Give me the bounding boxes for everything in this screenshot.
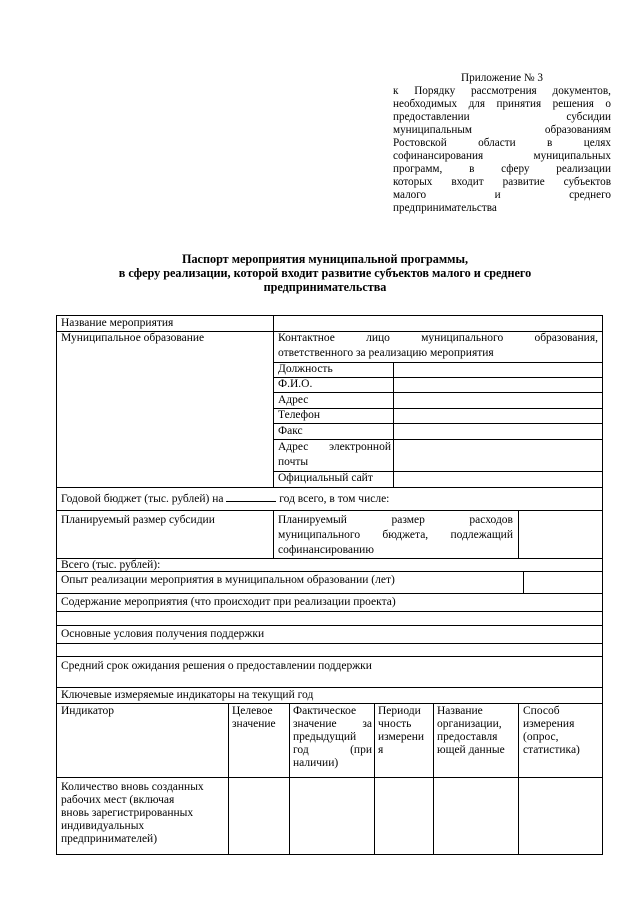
label-conditions: Основные условия получения поддержки <box>61 628 265 640</box>
header-periodicity <box>378 705 424 757</box>
text-line: предыдущий <box>293 731 357 743</box>
label-position: Должность <box>278 363 333 375</box>
header-target-value <box>232 705 276 731</box>
annex-line <box>393 163 611 176</box>
text-line: я <box>378 744 384 756</box>
heading-line-3: предпринимательства <box>263 280 387 294</box>
label-fio: Ф.И.О. <box>278 378 313 390</box>
annex-line <box>393 176 611 189</box>
annex-line <box>393 137 611 150</box>
annex-word: муниципальных <box>533 150 611 162</box>
text-line: значение за <box>293 718 372 730</box>
text-line: чность <box>378 718 412 730</box>
label-expenses-line-2: муниципального бюджета, подлежащий <box>278 529 513 541</box>
annex-word: области <box>478 137 516 149</box>
annex-line <box>393 124 611 137</box>
budget-year-blank[interactable] <box>226 492 276 502</box>
annex-word: в <box>547 137 553 149</box>
text-line: измерения <box>523 718 575 730</box>
text-line: Количество вновь созданных <box>61 781 204 793</box>
annex-word: к <box>393 85 399 97</box>
header-organization <box>437 705 505 757</box>
label-subsidy: Планируемый размер субсидии <box>61 514 215 526</box>
annex-word: в <box>469 163 475 175</box>
text-line: год (при <box>293 744 372 756</box>
heading-line-2: в сферу реализации, которой входит развитие субъектов малого и среднего <box>118 266 532 280</box>
budget-text-start: Годовой бюджет (тыс. рублей) на <box>61 493 224 505</box>
annex-line <box>393 189 611 202</box>
row-content-blank[interactable] <box>56 611 603 626</box>
annex-word: решения <box>552 98 594 110</box>
annex-word: целях <box>583 137 611 149</box>
annex-line <box>393 85 611 98</box>
annex-word: входит <box>451 176 484 188</box>
budget-text-end: год всего, в том числе: <box>279 493 390 505</box>
text-line: вновь зарегистрированных <box>61 807 194 819</box>
label-email-line-2: почты <box>278 456 309 468</box>
label-indicators: Ключевые измеряемые индикаторы на текущий год <box>61 689 314 701</box>
annex-block <box>393 72 611 215</box>
annex-word: предоставлении <box>393 111 470 123</box>
text-line: индивидуальных <box>61 820 145 832</box>
annex-last-line: предпринимательства <box>393 202 497 214</box>
annex-word: которых <box>393 176 433 188</box>
annex-word: субсидии <box>566 111 611 123</box>
row-conditions-blank[interactable] <box>56 643 603 657</box>
annex-word: развитие <box>502 176 545 188</box>
label-budget <box>61 492 389 506</box>
label-content: Содержание мероприятия (что происходит при реализации проекта) <box>61 596 396 608</box>
label-event-name: Название мероприятия <box>61 317 174 329</box>
event-name-value-cell[interactable] <box>273 315 603 332</box>
text-line: предпринимателей) <box>61 833 158 845</box>
header-indicator: Индикатор <box>61 705 115 717</box>
annex-word: и <box>494 189 501 201</box>
label-wait-time: Средний срок ожидания решения о предоставлении поддержки <box>61 660 372 672</box>
label-fax: Факс <box>278 425 303 437</box>
label-contact-person-line-1: Контактное лицо муниципального образования, <box>278 332 598 344</box>
text-line: ющей данные <box>437 744 505 756</box>
annex-word: документов, <box>552 85 611 97</box>
label-expenses-line-3: софинансированию <box>278 544 374 556</box>
text-line: (опрос, <box>523 731 559 743</box>
text-line: предоставля <box>437 731 498 743</box>
annex-word: среднего <box>569 189 611 201</box>
label-total: Всего (тыс. рублей): <box>61 559 161 571</box>
annex-word: принятия <box>496 98 542 110</box>
annex-line <box>393 111 611 124</box>
row-fio[interactable] <box>273 377 603 393</box>
annex-word: о <box>605 98 611 110</box>
row-phone[interactable] <box>273 408 603 424</box>
annex-word: софинансирования <box>393 150 484 162</box>
label-expenses-line-1: Планируемый размер расходов <box>278 514 513 526</box>
annex-word: муниципальным <box>393 124 472 136</box>
text-line: Способ <box>523 705 560 717</box>
text-line: Название <box>437 705 483 717</box>
label-experience: Опыт реализации мероприятия в муниципальном образовании (лет) <box>61 574 395 586</box>
text-line: Целевое <box>232 705 273 717</box>
annex-word: программ, <box>393 163 443 175</box>
annex-title: Приложение № 3 <box>461 72 543 84</box>
annex-word: субъектов <box>563 176 611 188</box>
header-actual-value <box>293 705 372 770</box>
label-email-line-1: Адрес электронной <box>278 441 391 453</box>
text-line: Периоди <box>378 705 421 717</box>
text-line: наличии) <box>293 757 339 769</box>
text-line: организации, <box>437 718 502 730</box>
annex-word: малого <box>393 189 427 201</box>
document-heading <box>90 252 560 294</box>
text-line: значение <box>232 718 276 730</box>
label-municipality: Муниципальное образование <box>61 332 205 344</box>
annex-text <box>393 85 611 202</box>
annex-word: образованиям <box>544 124 611 136</box>
cell-jobs-created <box>61 781 204 846</box>
label-address: Адрес <box>278 394 309 406</box>
header-measure-method <box>523 705 580 757</box>
annex-line <box>393 98 611 111</box>
text-line: измерени <box>378 731 425 743</box>
annex-word: сферу <box>501 163 530 175</box>
text-line: Фактическое <box>293 705 357 717</box>
experience-value-cell[interactable] <box>523 571 603 594</box>
annex-word: Ростовской <box>393 137 447 149</box>
label-website: Официальный сайт <box>278 472 373 484</box>
annex-word: реализации <box>556 163 611 175</box>
annex-word: необходимых <box>393 98 458 110</box>
passport-form <box>56 315 603 855</box>
text-line: статистика) <box>523 744 580 756</box>
annex-word: Порядку <box>414 85 456 97</box>
annex-line <box>393 150 611 163</box>
annex-word: рассмотрения <box>470 85 537 97</box>
expenses-value-cell[interactable] <box>518 510 603 559</box>
label-contact-person-line-2: ответственного за реализацию мероприятия <box>278 347 494 359</box>
label-phone: Телефон <box>278 409 321 421</box>
text-line: рабочих мест (включая <box>61 794 175 806</box>
heading-line-1: Паспорт мероприятия муниципальной программы, <box>181 252 469 266</box>
annex-word: для <box>468 98 485 110</box>
